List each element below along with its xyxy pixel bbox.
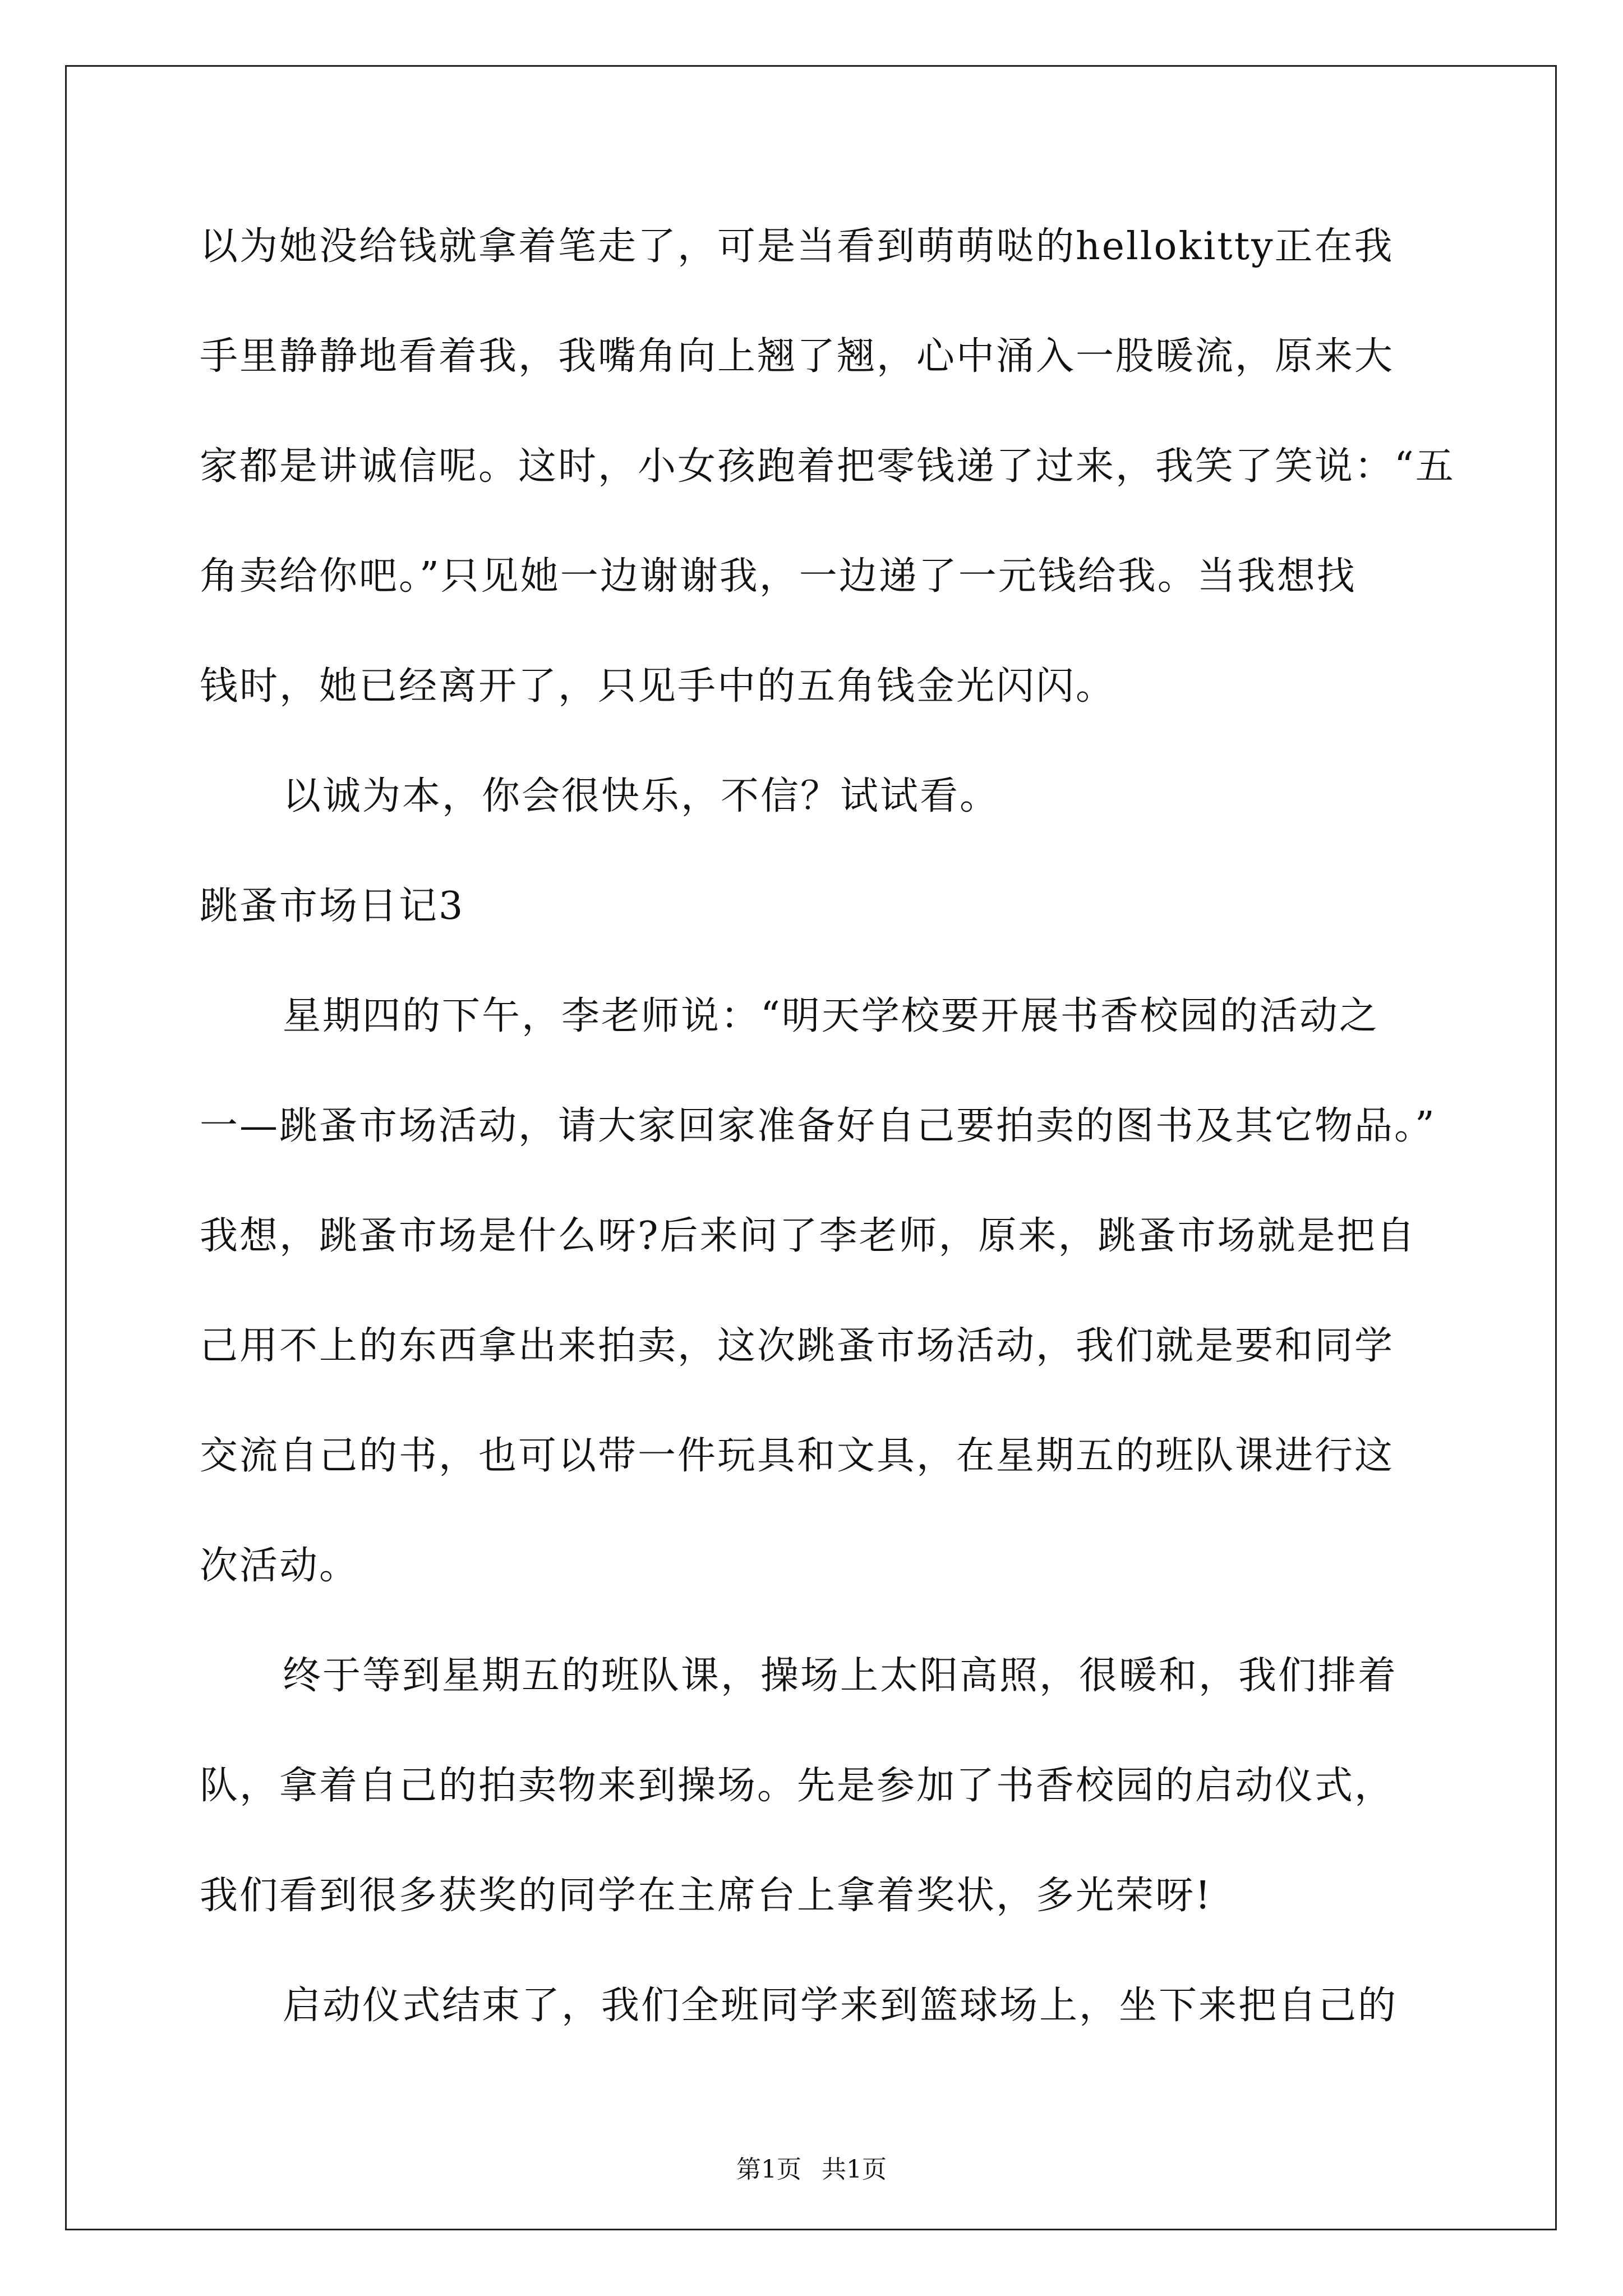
text-line: 终于等到星期五的班队课，操场上太阳高照，很暖和，我们排着 bbox=[283, 1654, 1398, 1698]
text-line: 以为她没给钱就拿着笔走了，可是当看到萌萌哒的hellokitty正在我 bbox=[200, 224, 1394, 269]
text-line: 交流自己的书，也可以带一件玩具和文具，在星期五的班队课进行这 bbox=[200, 1434, 1395, 1478]
document-body bbox=[200, 219, 1455, 2088]
text-line: 跳蚤市场日记3 bbox=[200, 884, 465, 928]
text-line: 角卖给你吧。”只见她一边谢谢我，一边递了一元钱给我。当我想找 bbox=[200, 554, 1357, 599]
text-line: 一—跳蚤市场活动，请大家回家准备好自己要拍卖的图书及其它物品。” bbox=[200, 1104, 1436, 1148]
text-line: 启动仪式结束了，我们全班同学来到篮球场上，坐下来把自己的 bbox=[283, 1984, 1398, 2028]
page-number: 第1页 bbox=[736, 2155, 801, 2184]
text-line: 钱时，她已经离开了，只见手中的五角钱金光闪闪。 bbox=[200, 664, 1116, 708]
text-line: 我们看到很多获奖的同学在主席台上拿着奖状，多光荣呀! bbox=[200, 1874, 1212, 1918]
page-total: 共1页 bbox=[822, 2155, 887, 2184]
page-footer bbox=[0, 2153, 1623, 2187]
text-line: 星期四的下午，李老师说：“明天学校要开展书香校园的活动之 bbox=[283, 994, 1379, 1038]
text-line: 队，拿着自己的拍卖物来到操场。先是参加了书香校园的启动仪式， bbox=[200, 1764, 1395, 1808]
text-line: 我想，跳蚤市场是什么呀?后来问了李老师，原来，跳蚤市场就是把自 bbox=[200, 1214, 1417, 1258]
text-line: 次活动。 bbox=[200, 1544, 359, 1588]
text-line: 家都是讲诚信呢。这时，小女孩跑着把零钱递了过来，我笑了笑说：“五 bbox=[200, 444, 1455, 489]
text-line: 手里静静地看着我，我嘴角向上翘了翘，心中涌入一股暖流，原来大 bbox=[200, 334, 1395, 379]
text-line: 己用不上的东西拿出来拍卖，这次跳蚤市场活动，我们就是要和同学 bbox=[200, 1324, 1395, 1368]
text-line: 以诚为本，你会很快乐，不信？试试看。 bbox=[283, 774, 1000, 818]
